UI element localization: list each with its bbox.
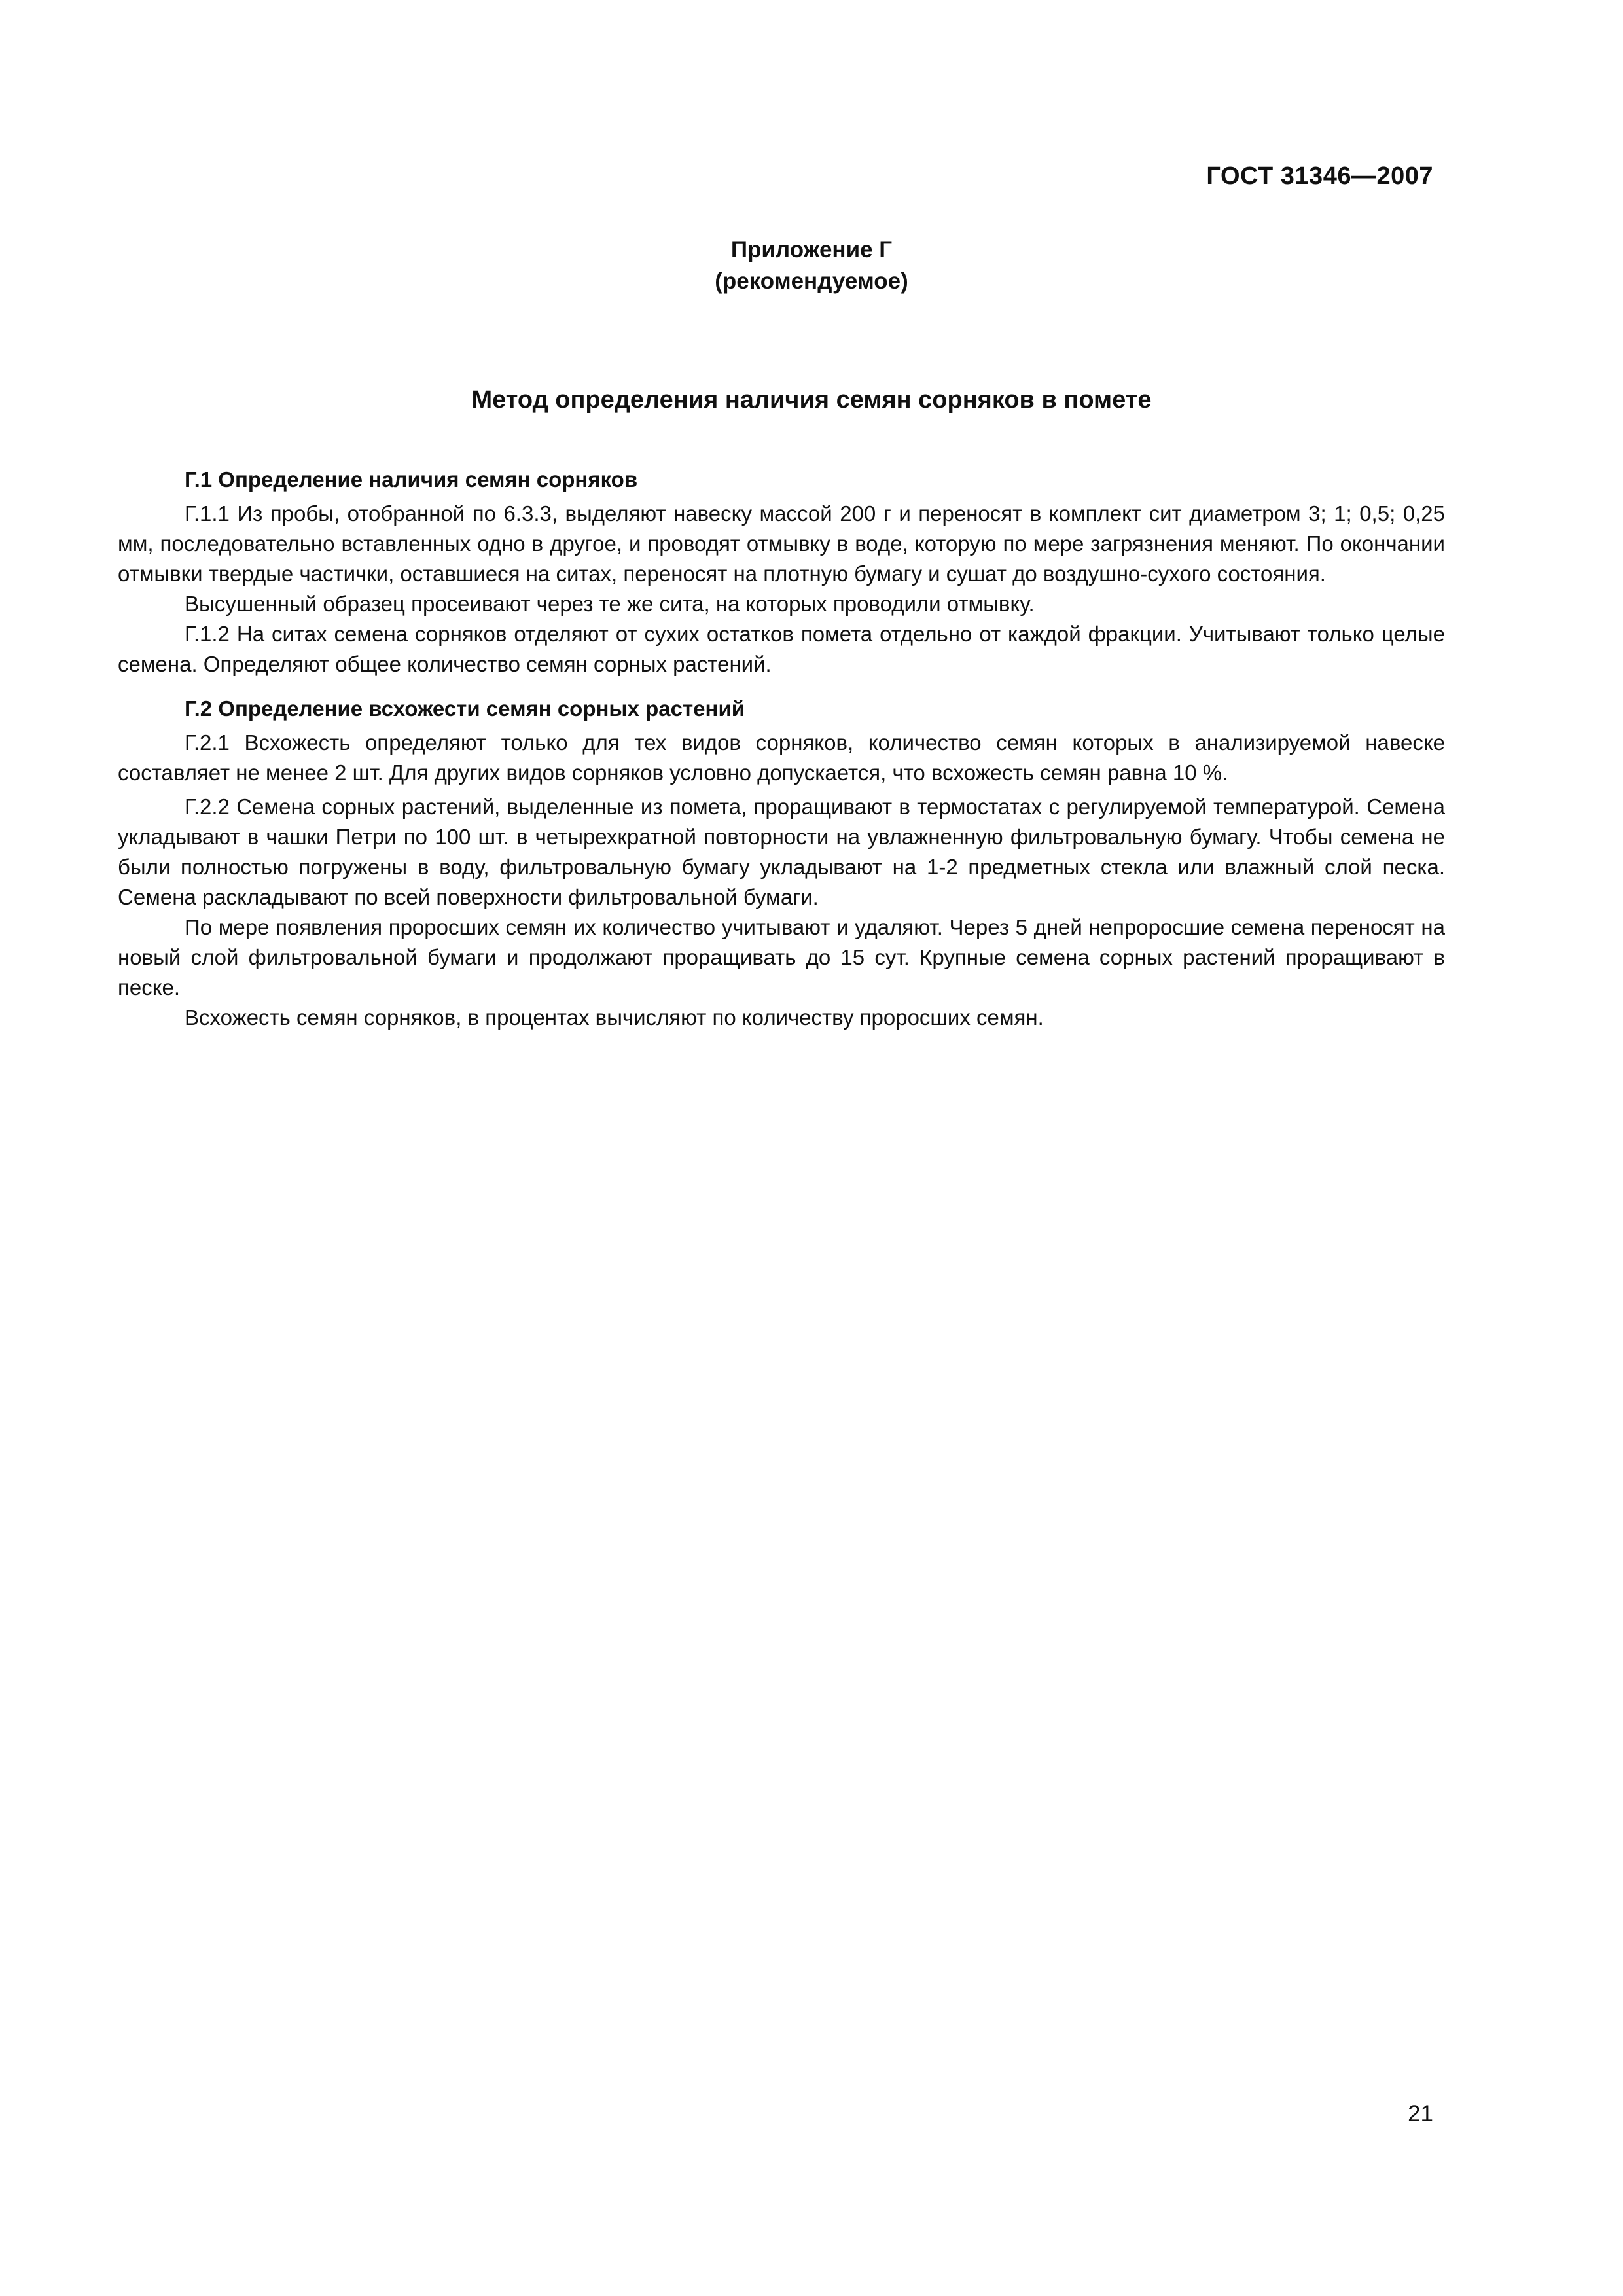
paragraph-g2-conclusion: Всхожесть семян сорняков, в процентах вычисляют по количеству проросших семян. [185,1005,1044,1030]
paragraph-g1-1-cont: Высушенный образец просеивают через те же сита, на которых проводили отмывку. [185,592,1035,616]
appendix-status: (рекомендуемое) [715,268,908,294]
paragraph-g2-2-cont: По мере появления проросших семян их количество учитывают и удаляют. Через 5 дней непроросшие семена переносят на новый слой фильтровальной бумаги и продолжают проращивать до 15 сут. Крупные семена сорных растений проращивают в песке. [118,915,1445,999]
document-body [118,465,1445,1033]
document-title: Метод определения наличия семян сорняков в помете [471,386,1152,414]
paragraph-g1-2: Г.1.2 На ситах семена сорняков отделяют от сухих остатков помета отдельно от каждой фракции. Учитывают только целые семена. Определяют общее количество семян сорных растений. [118,622,1445,676]
paragraph-g2-2: Г.2.2 Семена сорных растений, выделенные из помета, проращивают в термостатах с регулируемой температурой. Семена укладывают в чашки Петри по 100 шт. в четырехкратной повторности на увлажненную фильтровальную бумагу. Чтобы семена не были полностью погружены в воду, фильтровальную бумагу укладывают на 1-2 предметных стекла или влажный слой песка. Семена раскладывают по всей поверхности фильтровальной бумаги. [118,795,1445,909]
paragraph-g2-1: Г.2.1 Всхожесть определяют только для тех видов сорняков, количество семян которых в анализируемой навеске составляет не менее 2 шт. Для других видов сорняков условно допускается, что всхожесть семян равна 10 %. [118,730,1445,785]
page-number: 21 [1408,2101,1433,2126]
standard-number: ГОСТ 31346—2007 [1206,162,1433,190]
section-heading-g1: Г.1 Определение наличия семян сорняков [185,467,638,492]
section-heading-g2: Г.2 Определение всхожести семян сорных растений [185,696,745,721]
appendix-heading [0,234,1623,297]
paragraph-g1-1: Г.1.1 Из пробы, отобранной по 6.3.3, выделяют навеску массой 200 г и переносят в комплект сит диаметром 3; 1; 0,5; 0,25 мм, последовательно вставленных одно в другое, и проводят отмывку в воде, которую по мере загрязнения меняют. По окончании отмывки твердые частички, оставшиеся на ситах, переносят на плотную бумагу и сушат до воздушно-сухого состояния. [118,501,1445,586]
appendix-label: Приложение Г [730,237,893,262]
